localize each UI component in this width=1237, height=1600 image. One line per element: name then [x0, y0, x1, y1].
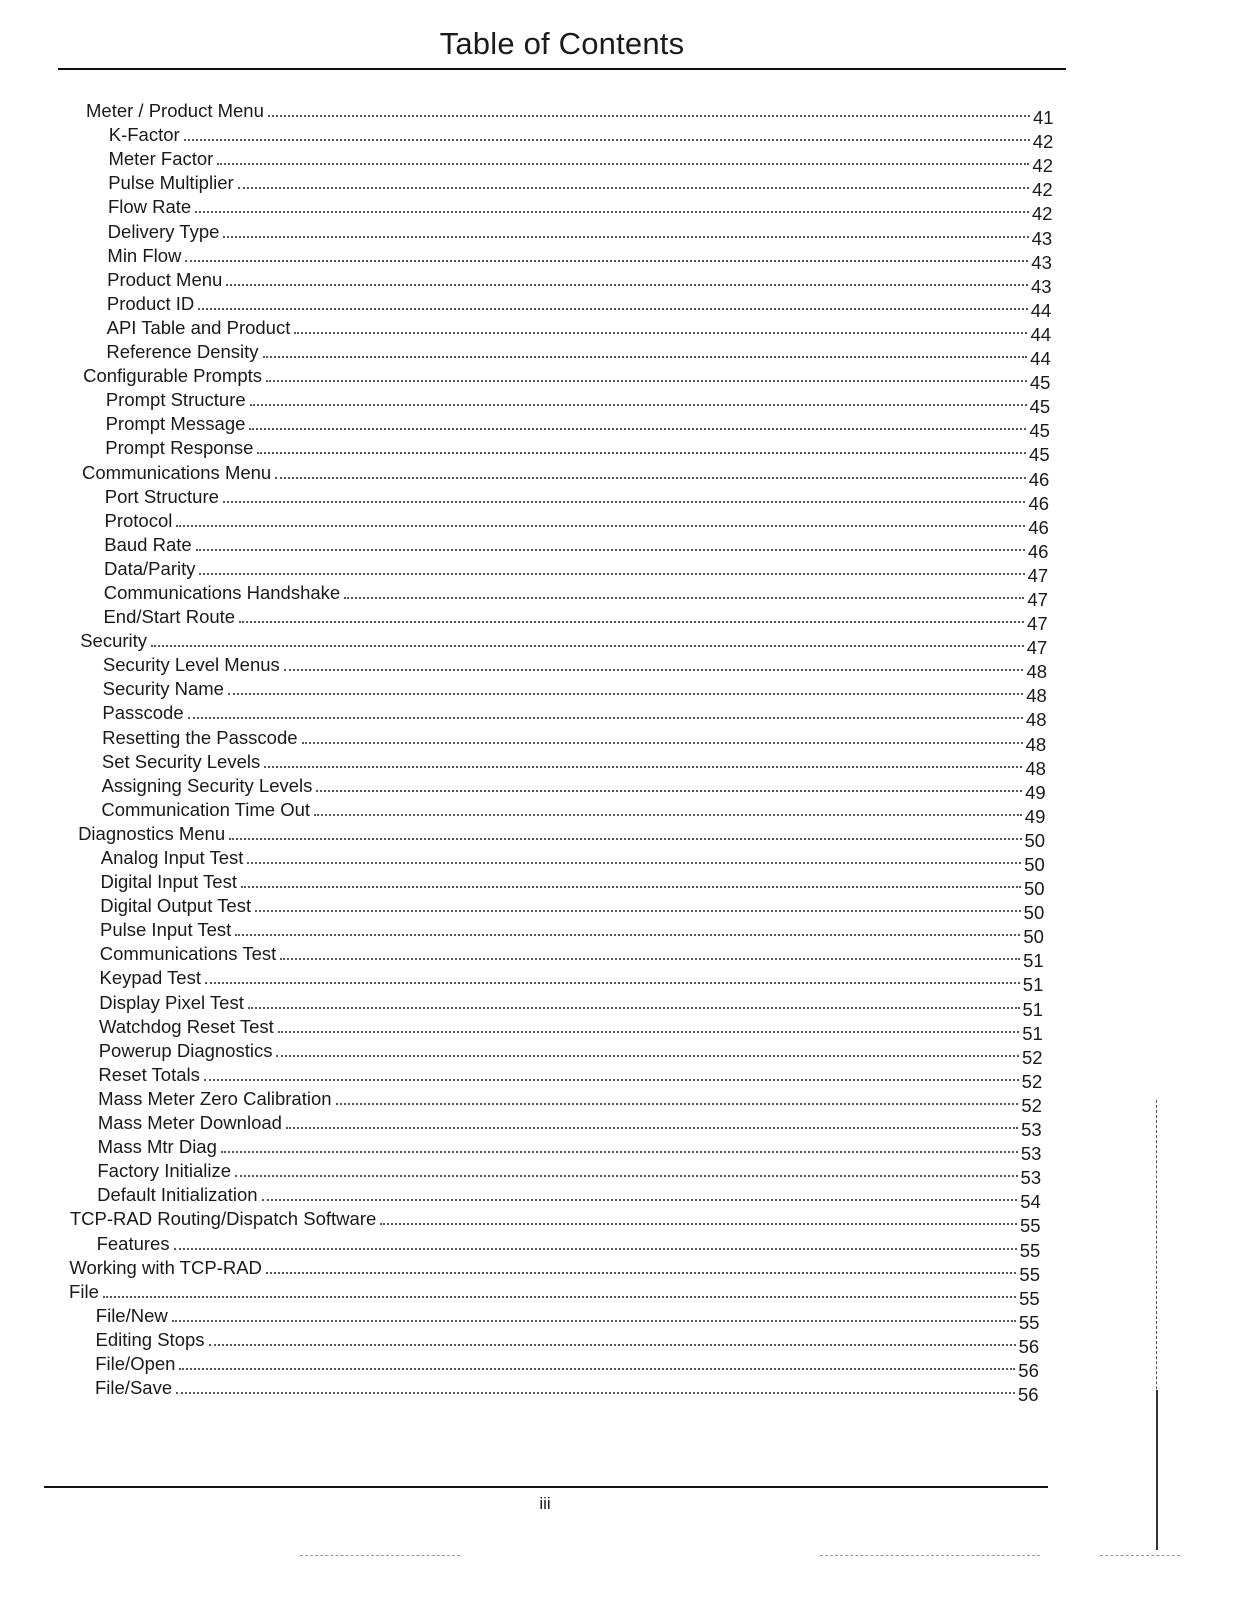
toc-entry-title: Communications Menu — [82, 461, 272, 483]
toc-entry — [0, 821, 1055, 851]
dot-leader — [255, 910, 1021, 912]
toc-entry — [0, 339, 1060, 370]
toc-entry-page: 48 — [1025, 709, 1047, 731]
toc-entry — [0, 532, 1058, 562]
dot-leader — [276, 1055, 1018, 1057]
dot-leader — [221, 1151, 1018, 1153]
toc-entry — [0, 749, 1055, 779]
toc-entry-page: 41 — [1033, 107, 1054, 129]
toc-entry-title: Default Initialization — [97, 1184, 258, 1206]
toc-entry — [0, 604, 1057, 635]
dot-leader — [266, 380, 1027, 382]
dot-leader — [196, 549, 1025, 551]
toc-entry-title: Security Name — [102, 678, 224, 700]
dot-leader — [195, 211, 1029, 213]
toc-entry-page: 56 — [1018, 1359, 1039, 1381]
toc-entry-title: File — [69, 1280, 99, 1302]
toc-entry — [0, 1351, 1048, 1381]
toc-entry — [0, 652, 1056, 683]
toc-entry — [0, 724, 1056, 755]
toc-entry — [0, 700, 1056, 731]
toc-entry — [0, 893, 1054, 924]
scan-artifact — [1100, 1555, 1180, 1556]
toc-entry-page: 43 — [1031, 251, 1052, 273]
toc-entry-title: Prompt Structure — [105, 389, 246, 411]
toc-entry-title: Port Structure — [104, 485, 219, 507]
toc-entry — [0, 98, 1063, 129]
toc-entry-page: 48 — [1026, 661, 1048, 683]
toc-entry-page: 51 — [1022, 998, 1044, 1020]
toc-entry-title: Passcode — [102, 702, 184, 724]
toc-entry — [0, 459, 1059, 490]
toc-entry — [0, 1086, 1051, 1116]
toc-entry — [0, 1255, 1049, 1285]
dot-leader — [294, 332, 1027, 334]
toc-entry — [0, 435, 1059, 466]
toc-entry-page: 55 — [1019, 1239, 1041, 1261]
toc-entry-page: 46 — [1028, 492, 1050, 514]
toc-entry-page: 43 — [1031, 227, 1053, 249]
toc-entry-title: File/New — [95, 1304, 168, 1326]
dot-leader — [209, 1344, 1016, 1346]
dot-leader — [103, 1296, 1016, 1298]
toc-entry — [0, 556, 1058, 586]
toc-entry — [0, 1062, 1052, 1092]
dot-leader — [286, 1127, 1018, 1129]
toc-entry — [0, 1303, 1049, 1333]
dot-leader — [262, 1199, 1018, 1201]
page-number: iii — [539, 1494, 551, 1513]
toc-entry-title: Prompt Response — [105, 437, 254, 459]
toc-entry-title: Digital Input Test — [100, 871, 237, 893]
toc-entry-title: Security — [80, 630, 148, 652]
toc-entry-title: Security Level Menus — [102, 654, 280, 676]
toc-entry — [0, 1158, 1051, 1189]
toc-entry-page: 52 — [1021, 1094, 1042, 1116]
toc-entry-page: 44 — [1030, 299, 1052, 321]
toc-entry-title: Product ID — [106, 292, 195, 314]
toc-entry-page: 49 — [1024, 805, 1046, 827]
dot-leader — [380, 1223, 1017, 1225]
dot-leader — [184, 139, 1030, 141]
toc-entry-title: Set Security Levels — [101, 750, 261, 772]
dot-leader — [176, 1392, 1015, 1394]
toc-entry-page: 45 — [1029, 372, 1051, 394]
scan-binding-edge-solid — [1156, 1390, 1158, 1550]
toc-entry-title: Protocol — [104, 509, 173, 531]
toc-entry-page: 43 — [1031, 275, 1052, 297]
dot-leader — [204, 1079, 1019, 1081]
toc-entry-title: Digital Output Test — [100, 895, 252, 917]
dot-leader — [275, 477, 1026, 479]
dot-leader — [264, 766, 1022, 768]
dot-leader — [179, 1368, 1015, 1370]
toc-entry-page: 47 — [1027, 588, 1048, 610]
footer-divider — [44, 1486, 1048, 1488]
toc-list — [0, 98, 1237, 1406]
toc-entry-page: 45 — [1029, 396, 1051, 418]
toc-entry-title: Analog Input Test — [100, 847, 244, 868]
toc-entry — [0, 869, 1054, 900]
dot-leader — [241, 886, 1021, 888]
dot-leader — [238, 187, 1030, 189]
toc-entry-title: Product Menu — [107, 268, 223, 290]
toc-entry-page: 50 — [1024, 829, 1046, 851]
toc-entry — [0, 1134, 1051, 1165]
toc-entry — [0, 580, 1057, 610]
dot-leader — [284, 669, 1024, 671]
toc-entry — [0, 170, 1062, 201]
toc-entry-title: Watchdog Reset Test — [98, 1015, 274, 1037]
toc-entry — [0, 315, 1060, 345]
toc-entry — [0, 676, 1056, 707]
toc-entry-page: 44 — [1030, 348, 1051, 370]
toc-entry-page: 53 — [1021, 1119, 1042, 1141]
toc-entry — [0, 218, 1062, 249]
dot-leader — [248, 1007, 1020, 1009]
dot-leader — [249, 428, 1026, 430]
toc-entry — [0, 989, 1053, 1020]
toc-entry-title: End/Start Route — [103, 606, 236, 628]
dot-leader — [172, 1320, 1016, 1322]
dot-leader — [205, 982, 1020, 984]
dot-leader — [217, 163, 1029, 165]
toc-entry — [0, 411, 1059, 442]
toc-entry-title: Factory Initialize — [97, 1160, 232, 1182]
toc-entry-title: API Table and Product — [106, 316, 291, 338]
toc-entry — [0, 1279, 1049, 1309]
dot-leader — [316, 790, 1022, 792]
toc-entry-title: Prompt Message — [105, 413, 246, 435]
toc-entry-page: 46 — [1028, 468, 1050, 490]
toc-entry — [0, 1182, 1050, 1213]
dot-leader — [151, 645, 1024, 647]
toc-entry-page: 46 — [1028, 516, 1049, 538]
dot-leader — [336, 1103, 1019, 1105]
toc-entry — [0, 146, 1062, 177]
dot-leader — [176, 525, 1025, 527]
dot-leader — [223, 501, 1026, 503]
toc-entry-title: Flow Rate — [107, 196, 192, 218]
toc-entry-title: Reference Density — [106, 341, 259, 363]
dot-leader — [235, 1175, 1018, 1177]
toc-entry-page: 52 — [1021, 1046, 1043, 1068]
toc-entry — [0, 1327, 1049, 1357]
toc-entry — [0, 1110, 1051, 1141]
scan-artifact — [300, 1555, 460, 1556]
toc-entry-title: Configurable Prompts — [83, 365, 263, 387]
toc-entry-page: 56 — [1018, 1384, 1039, 1406]
toc-entry-page: 54 — [1020, 1191, 1041, 1213]
toc-entry — [0, 1206, 1050, 1237]
toc-entry-title: Resetting the Passcode — [102, 726, 298, 748]
toc-entry — [0, 1230, 1050, 1261]
toc-entry-page: 56 — [1018, 1335, 1040, 1357]
toc-entry-title: Mass Meter Zero Calibration — [98, 1087, 332, 1109]
dot-leader — [199, 573, 1024, 575]
toc-entry-page: 42 — [1032, 155, 1053, 177]
dot-leader — [188, 717, 1023, 719]
toc-entry-page: 48 — [1025, 757, 1046, 779]
toc-entry-title: Mass Mtr Diag — [97, 1136, 217, 1158]
toc-entry-page: 48 — [1026, 685, 1047, 707]
toc-entry — [0, 484, 1058, 514]
toc-entry-page: 55 — [1018, 1311, 1040, 1333]
toc-entry-page: 46 — [1027, 540, 1049, 562]
toc-entry — [0, 508, 1058, 538]
toc-entry — [0, 1038, 1052, 1068]
toc-entry — [0, 941, 1053, 972]
page-title: Table of Contents — [439, 26, 685, 61]
toc-entry-page: 53 — [1020, 1167, 1042, 1189]
dot-leader — [250, 404, 1027, 406]
toc-entry-title: Communication Time Out — [101, 798, 311, 820]
dot-leader — [302, 742, 1023, 744]
dot-leader — [228, 693, 1023, 695]
dot-leader — [278, 1031, 1019, 1033]
toc-entry-title: Communications Handshake — [103, 581, 341, 603]
toc-entry-title: Keypad Test — [99, 967, 201, 989]
toc-entry-page: 51 — [1022, 974, 1044, 996]
toc-entry-title: Pulse Multiplier — [108, 172, 234, 194]
toc-entry — [0, 122, 1063, 153]
toc-entry-page: 42 — [1031, 203, 1053, 225]
toc-entry-title: Features — [96, 1232, 170, 1254]
toc-entry-page: 55 — [1019, 1215, 1041, 1237]
toc-entry — [0, 797, 1055, 827]
dot-leader — [344, 597, 1024, 599]
toc-entry-page: 50 — [1024, 854, 1045, 875]
toc-entry-title: File/Save — [95, 1377, 173, 1399]
toc-entry-title: Display Pixel Test — [99, 991, 244, 1013]
dot-leader — [280, 958, 1020, 960]
toc-entry-page: 51 — [1022, 1022, 1043, 1044]
toc-entry-page: 50 — [1023, 926, 1044, 948]
dot-leader — [257, 452, 1026, 454]
toc-entry-title: Meter / Product Menu — [86, 100, 264, 122]
toc-entry-page: 49 — [1025, 781, 1046, 803]
toc-entry — [0, 243, 1061, 273]
toc-entry — [0, 363, 1060, 394]
toc-entry-page: 50 — [1023, 902, 1045, 924]
toc-entry — [0, 845, 1054, 875]
toc-entry — [0, 291, 1061, 321]
toc-entry-page: 50 — [1023, 878, 1045, 900]
toc-entry-title: Delivery Type — [107, 220, 220, 242]
toc-entry — [0, 387, 1060, 418]
toc-entry — [0, 194, 1062, 225]
dot-leader — [268, 115, 1030, 117]
toc-entry-page: 55 — [1019, 1263, 1040, 1285]
dot-leader — [266, 1272, 1017, 1274]
toc-entry-title: Meter Factor — [108, 148, 214, 170]
toc-entry-page: 45 — [1029, 420, 1050, 442]
toc-entry-page: 44 — [1030, 323, 1052, 345]
dot-leader — [185, 260, 1028, 262]
dot-leader — [239, 621, 1024, 623]
dot-leader — [223, 236, 1028, 238]
toc-entry-page: 55 — [1019, 1287, 1040, 1309]
toc-entry-page: 48 — [1025, 733, 1047, 755]
toc-entry-title: K-Factor — [108, 124, 180, 146]
toc-entry-page: 42 — [1032, 179, 1053, 201]
toc-entry — [0, 267, 1061, 297]
toc-entry — [0, 1375, 1048, 1406]
toc-entry-title: Diagnostics Menu — [78, 822, 226, 844]
title-divider — [58, 68, 1066, 70]
toc-entry-title: Reset Totals — [98, 1063, 200, 1085]
toc-entry-title: Powerup Diagnostics — [98, 1039, 273, 1061]
dot-leader — [174, 1248, 1017, 1250]
toc-entry-page: 42 — [1032, 131, 1054, 153]
toc-entry-page: 47 — [1027, 613, 1048, 635]
dot-leader — [226, 284, 1028, 286]
toc-entry-title: TCP-RAD Routing/Dispatch Software — [69, 1208, 377, 1230]
toc-entry-title: Assigning Security Levels — [101, 774, 313, 796]
toc-entry-title: Editing Stops — [95, 1328, 205, 1350]
toc-entry-page: 53 — [1020, 1143, 1042, 1165]
toc-entry-title: Communications Test — [99, 943, 277, 965]
toc-entry — [0, 965, 1053, 996]
toc-entry-page: 45 — [1029, 444, 1050, 466]
toc-entry-title: Baud Rate — [104, 533, 192, 555]
toc-entry — [0, 773, 1055, 803]
toc-entry-title: Min Flow — [107, 244, 182, 266]
dot-leader — [235, 934, 1020, 936]
toc-entry-title: Working with TCP-RAD — [69, 1256, 262, 1278]
toc-entry-page: 52 — [1021, 1070, 1043, 1092]
scan-artifact — [820, 1555, 1040, 1556]
toc-entry-page: 51 — [1023, 950, 1044, 972]
dot-leader — [198, 308, 1027, 310]
toc-entry-title: Mass Meter Download — [97, 1112, 282, 1134]
toc-entry-title: Data/Parity — [103, 557, 196, 579]
dot-leader — [229, 838, 1021, 840]
toc-entry-title: Pulse Input Test — [100, 919, 232, 941]
toc-entry — [0, 1014, 1052, 1044]
toc-entry-page: 47 — [1026, 637, 1048, 659]
toc-entry-page: 47 — [1027, 564, 1049, 586]
dot-leader — [247, 862, 1021, 864]
dot-leader — [314, 814, 1022, 816]
toc-entry-title: File/Open — [95, 1352, 176, 1374]
toc-entry — [0, 628, 1057, 659]
toc-entry — [0, 917, 1053, 948]
dot-leader — [263, 356, 1028, 358]
